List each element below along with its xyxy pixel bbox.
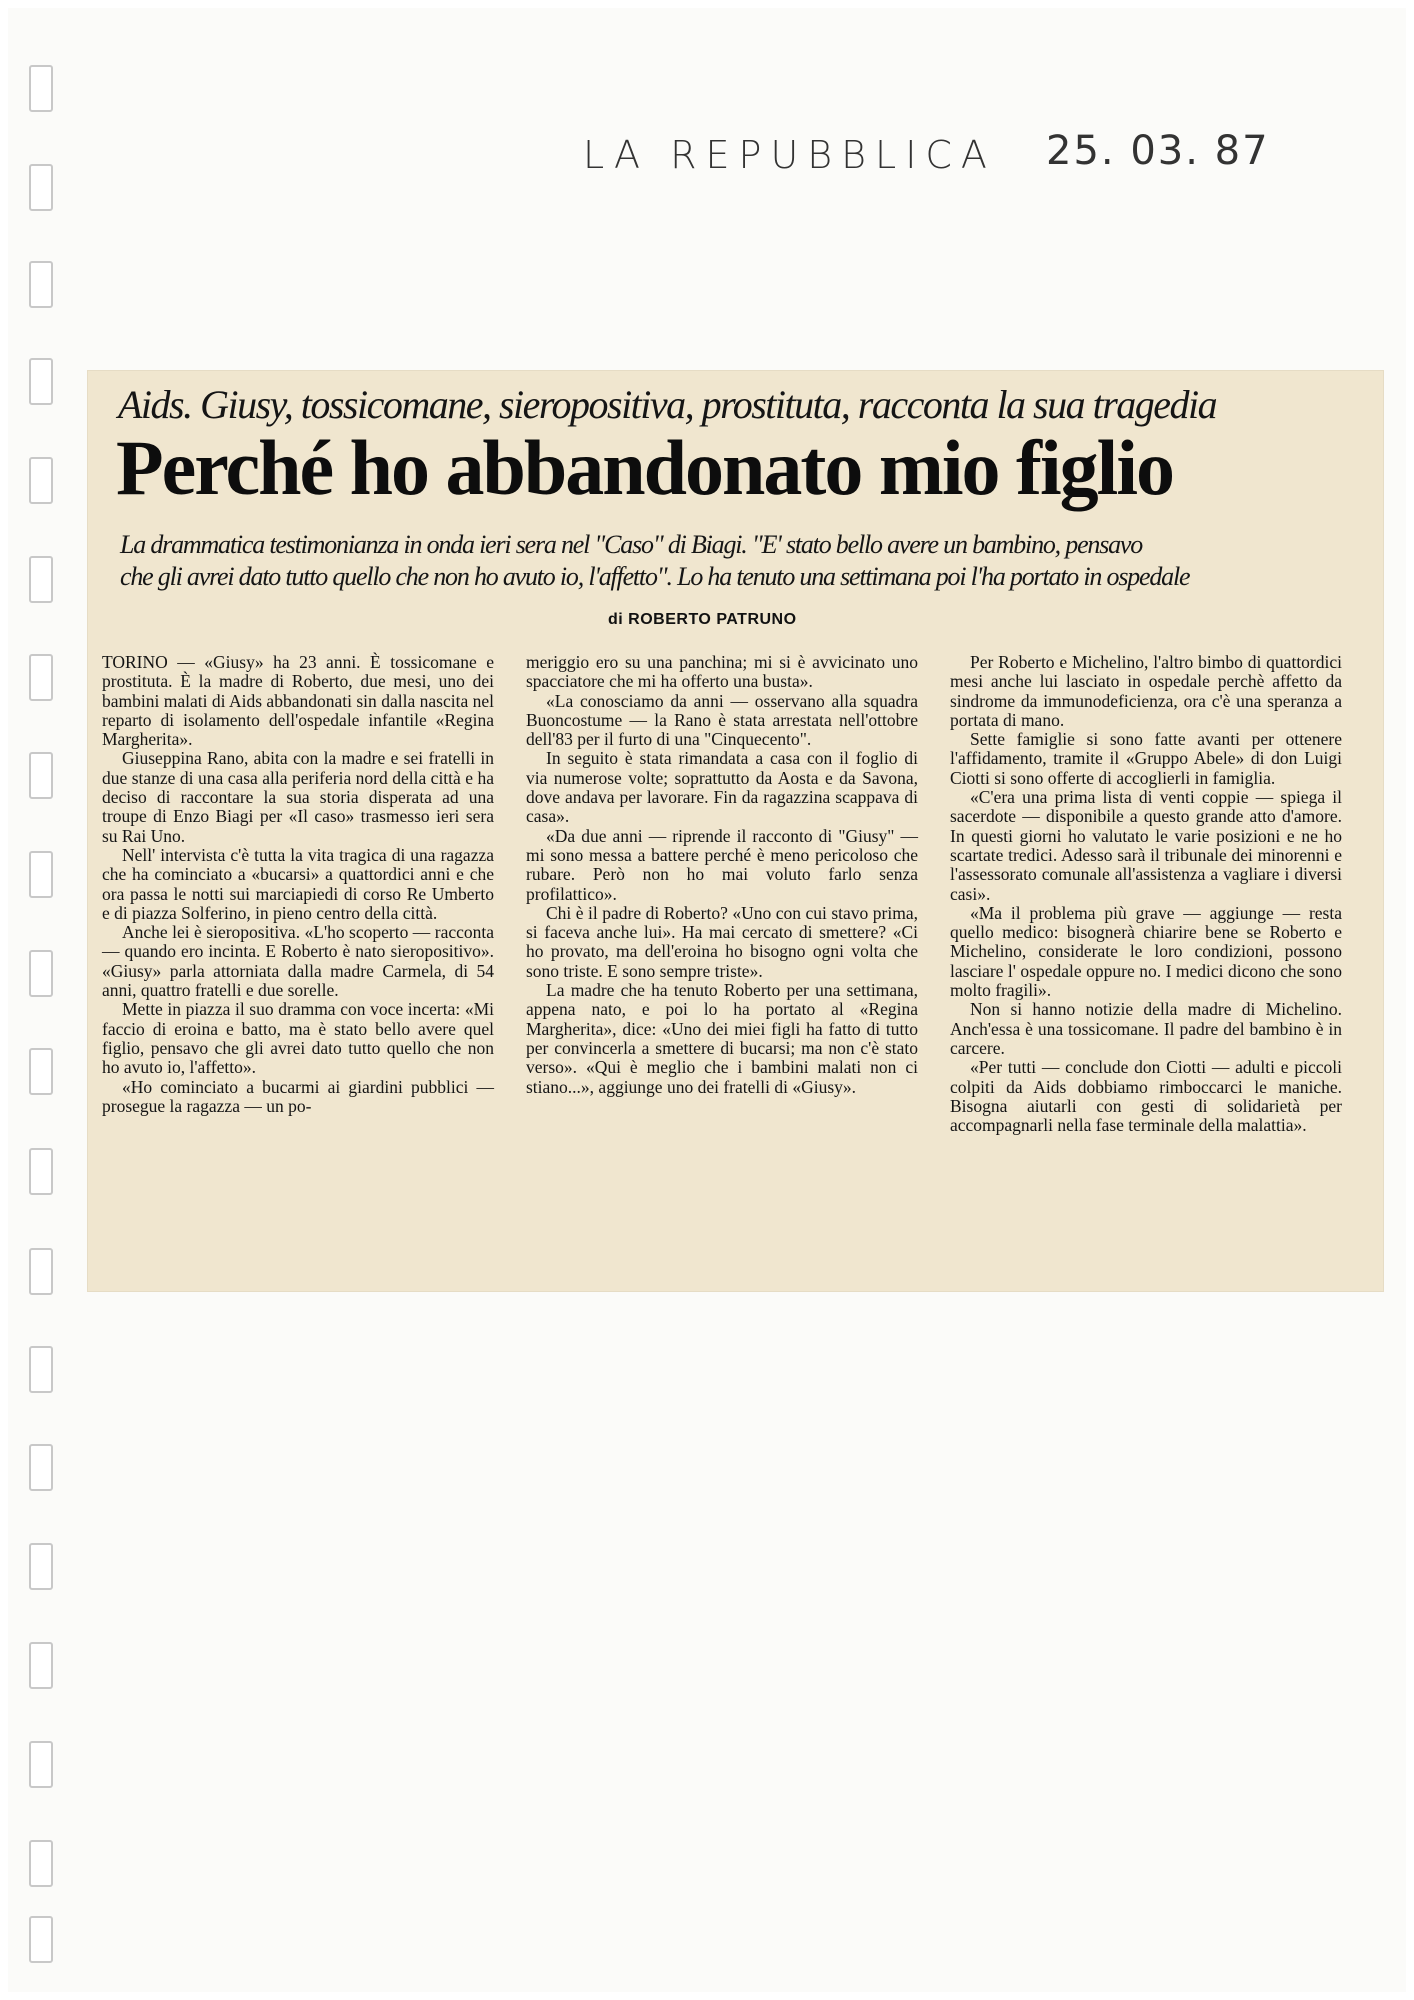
paragraph: «Per tutti — conclude don Ciotti — adulti e piccoli colpiti da Aids dobbiamo rimboccarci le maniche. Bisogna aiutarli con gesti di solidarietà per accompagnarli nella fase terminale della malattia». bbox=[950, 1057, 1342, 1136]
paragraph: «Ma il problema più grave — aggiunge — resta quello medico: bisognerà chiarire bene se Roberto e Michelino, considerate le loro condizioni, possono lasciare l' ospedale oppure no. I medici dicono che sono molto fragili». bbox=[950, 902, 1342, 1001]
scanned-page bbox=[8, 8, 1406, 1992]
article-byline: di ROBERTO PATRUNO bbox=[608, 611, 797, 628]
binder-hole bbox=[29, 261, 53, 308]
binder-hole bbox=[29, 556, 53, 603]
binder-hole bbox=[29, 164, 53, 211]
binder-hole bbox=[29, 1642, 53, 1689]
article-column-1 bbox=[102, 653, 494, 1116]
deck-line: che gli avrei dato tutto quello che non ho avuto io, l'affetto". Lo ha tenuto una settimana poi l'ha portato in ospedale bbox=[120, 562, 1190, 591]
handwritten-date: 25. 03. 87 bbox=[1046, 128, 1270, 174]
binder-hole bbox=[29, 1248, 53, 1295]
article-column-3 bbox=[950, 653, 1342, 1135]
paragraph: «Ho cominciato a bucarmi ai giardini pubblici — prosegue la ragazza — un po- bbox=[102, 1076, 494, 1116]
binder-hole bbox=[29, 752, 53, 799]
paragraph: Nell' intervista c'è tutta la vita tragica di una ragazza che ha cominciato a «bucarsi» a quattordici anni e che ora passa le notti sui marciapiedi di corso Re Umberto e di piazza Solferino, in pieno centro della città. bbox=[102, 844, 494, 923]
binder-hole bbox=[29, 1346, 53, 1393]
binder-hole bbox=[29, 457, 53, 504]
paragraph: Mette in piazza il suo dramma con voce incerta: «Mi faccio di eroina e batto, ma è stato bello avere quel figlio, pensavo che gli avrei dato tutto quello che non ho avuto io, l'affetto». bbox=[102, 999, 494, 1078]
paragraph: In seguito è stata rimandata a casa con il foglio di via numerose volte; soprattutto da Aosta e da Savona, dove andava per lavorare. Fin da ragazzina scappava di casa». bbox=[526, 748, 918, 827]
binder-hole bbox=[29, 358, 53, 405]
paragraph: TORINO — «Giusy» ha 23 anni. È tossicomane e prostituta. È la madre di Roberto, due mesi, uno dei bambini malati di Aids abbandonati sin dalla nascita nel reparto di isolamento dell'ospedale infantile «Regina Margherita». bbox=[102, 652, 494, 750]
binder-hole bbox=[29, 1543, 53, 1590]
binder-hole bbox=[29, 1444, 53, 1491]
paragraph: Chi è il padre di Roberto? «Uno con cui stavo prima, si faceva anche lui». Ha mai cercato di smettere? «Ci ho provato, ma dell'eroina ho bisogno ogni volta che sono triste. E sono sempre triste». bbox=[526, 902, 918, 981]
binder-hole bbox=[29, 1916, 53, 1963]
binder-hole bbox=[29, 851, 53, 898]
binder-hole bbox=[29, 65, 53, 112]
article-kicker: Aids. Giusy, tossicomane, sieropositiva, prostituta, racconta la sua tragedia bbox=[118, 382, 1217, 427]
article-deck bbox=[120, 529, 1360, 593]
binder-hole bbox=[29, 1741, 53, 1788]
deck-line: La drammatica testimonianza in onda ieri sera nel "Caso" di Biagi. "E' stato bello avere un bambino, pensavo bbox=[120, 530, 1143, 559]
paragraph: Per Roberto e Michelino, l'altro bimbo di quattordici mesi anche lui lasciato in ospedale perchè affetto da sindrome da immunodeficienza, ora c'è una speranza a portata di mano. bbox=[950, 652, 1342, 730]
binder-hole bbox=[29, 1840, 53, 1887]
paragraph: «C'era una prima lista di venti coppie — spiega il sacerdote — disponibile a questo grande atto d'amore. In questi giorni ho valutato le varie posizioni e ne ho scartate tredici. Adesso sarà il tribunale dei minorenni e l'assessorato comunale all'assistenza a vagliare i diversi casi». bbox=[950, 787, 1342, 904]
paragraph: Giuseppina Rano, abita con la madre e sei fratelli in due stanze di una casa alla periferia nord della città e ha deciso di raccontare la sua storia disperata ad una troupe di Enzo Biagi per «Il caso» trasmesso ieri sera su Rai Uno. bbox=[102, 748, 494, 846]
paragraph: Anche lei è sieropositiva. «L'ho scoperto — racconta — quando ero incinta. E Roberto è nato sieropositivo». «Giusy» parla attorniata dalla madre Carmela, di 54 anni, quattro fratelli e due sorelle. bbox=[102, 922, 494, 1001]
handwritten-publication: LA REPUBBLICA bbox=[583, 133, 996, 177]
newspaper-clipping bbox=[88, 371, 1383, 1291]
article-column-2 bbox=[526, 653, 918, 1097]
paragraph: La madre che ha tenuto Roberto per una settimana, appena nato, e poi lo ha portato al «Regina Margherita», dice: «Uno dei miei figli ha fatto di tutto per convincerla a smettere di bucarsi; ma non c'è stato verso». «Qui è meglio che i bambini malati non ci stiano...», aggiunge uno dei fratelli di «Giusy». bbox=[526, 980, 918, 1097]
paragraph: «La conosciamo da anni — osservano alla squadra Buoncostume — la Rano è stata arrestata nell'ottobre dell'83 per il furto di una "Cinquecento". bbox=[526, 690, 918, 750]
binder-hole bbox=[29, 950, 53, 997]
paragraph: Sette famiglie si sono fatte avanti per ottenere l'affidamento, tramite il «Gruppo Abele» di don Luigi Ciotti si sono offerte di accoglierli in famiglia. bbox=[950, 729, 1342, 788]
binder-hole bbox=[29, 654, 53, 701]
article-headline: Perché ho abbandonato mio figlio bbox=[116, 424, 1173, 511]
paragraph: «Da due anni — riprende il racconto di "Giusy" — mi sono messa a battere perché è meno pericoloso che rubare. Però non ho mai voluto farlo senza profilattico». bbox=[526, 825, 918, 904]
paragraph: meriggio ero su una panchina; mi si è avvicinato uno spacciatore che mi ha offerto una busta». bbox=[526, 652, 918, 692]
binder-hole bbox=[29, 1148, 53, 1195]
paragraph: Non si hanno notizie della madre di Michelino. Anch'essa è una tossicomane. Il padre del bambino è in carcere. bbox=[950, 999, 1342, 1058]
binder-hole bbox=[29, 1048, 53, 1095]
